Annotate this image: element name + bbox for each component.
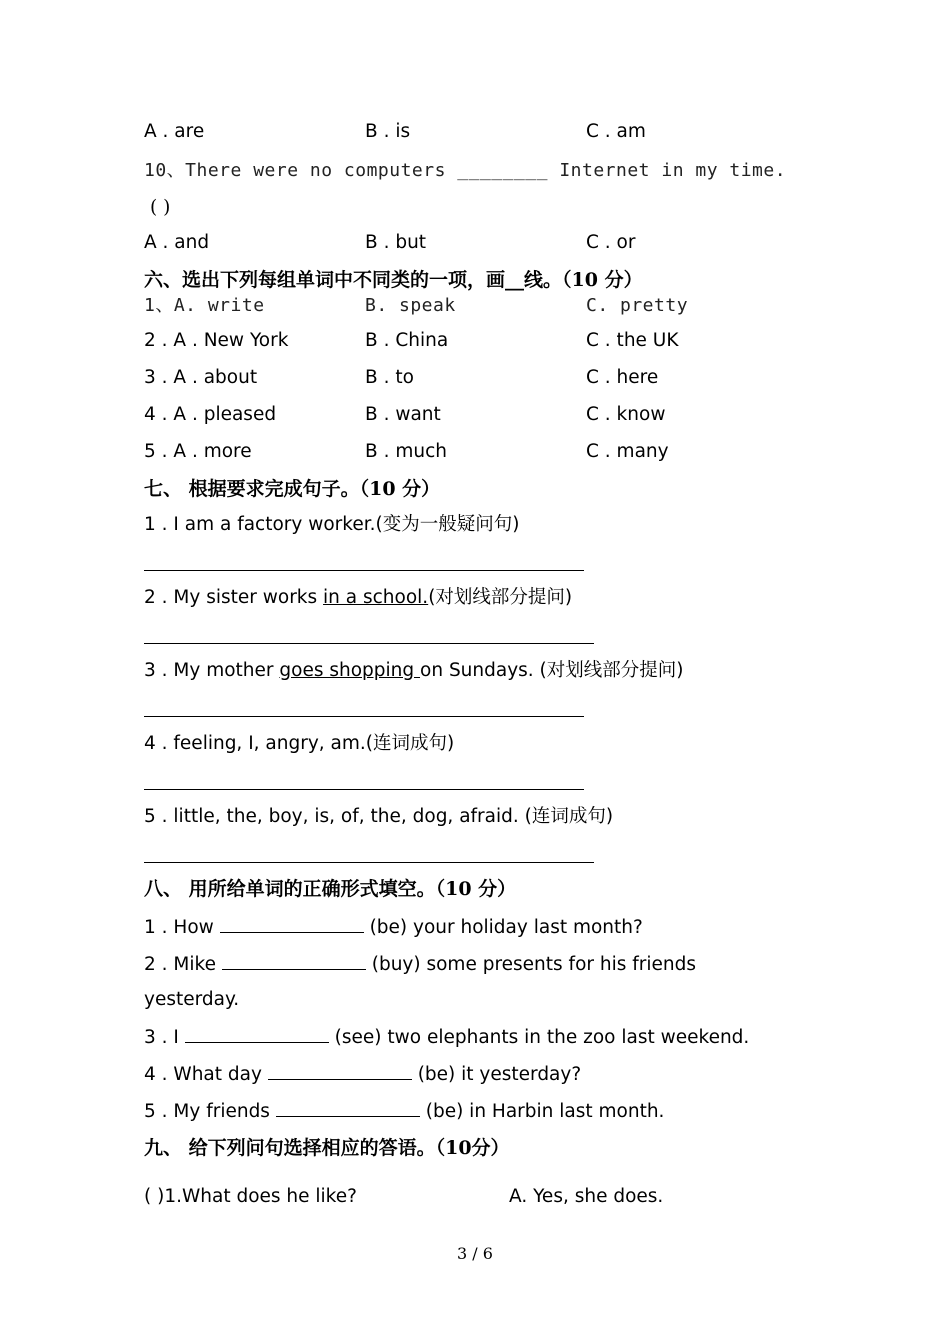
sec8-item-2-post: (buy) some presents for his friends: [371, 954, 696, 975]
sec7-answer-line-4: [144, 789, 584, 790]
sec6-item-3-b: B . to: [365, 367, 414, 388]
q10-option-b: B . but: [365, 232, 427, 253]
sec8-item-5-post: (be) in Harbin last month.: [425, 1101, 665, 1122]
sec8-item-3-post: (see) two elephants in the zoo last weekend.: [334, 1027, 750, 1048]
sec7-s3-pre: 3 . My mother: [144, 660, 280, 681]
q10-stem-prefix: 10、There were no computers: [144, 160, 446, 181]
sec6-item-2-a: 2 . A . New York: [144, 330, 289, 351]
sec8-item-3-pre: 3 . I: [144, 1027, 179, 1048]
section-9-heading: 九、 给下列问句选择相应的答语。（10分）: [144, 1137, 510, 1159]
sec7-sentence-3: [144, 659, 684, 683]
sec8-item-5: [144, 1098, 664, 1124]
q10-answer-paren: ( ): [150, 197, 171, 218]
section-7-heading: 七、 根据要求完成句子。（10 分）: [144, 478, 441, 500]
sec6-item-5-a: 5 . A . more: [144, 441, 252, 462]
sec7-sentence-5: 5 . little, the, boy, is, of, the, dog, afraid. (连词成句): [144, 806, 614, 827]
sec6-item-1-c: C. pretty: [586, 295, 689, 316]
q9-option-a: A . are: [144, 121, 205, 142]
section-6-heading-mid: __: [505, 269, 525, 291]
section-8-heading: 八、 用所给单词的正确形式填空。（10 分）: [144, 878, 517, 900]
sec6-item-4-b: B . want: [365, 404, 441, 425]
sec6-item-4-c: C . know: [586, 404, 666, 425]
sec8-item-2: [144, 951, 696, 977]
section-6-heading: [144, 268, 643, 292]
sec8-item-5-pre: 5 . My friends: [144, 1101, 270, 1122]
sec6-item-2-c: C . the UK: [586, 330, 679, 351]
sec6-item-4-a: 4 . A . pleased: [144, 404, 277, 425]
sec8-item-2-blank[interactable]: [222, 951, 366, 970]
sec6-item-2-b: B . China: [365, 330, 449, 351]
sec8-item-4-post: (be) it yesterday?: [417, 1064, 582, 1085]
sec6-item-3-c: C . here: [586, 367, 659, 388]
sec8-item-1: [144, 914, 643, 940]
sec7-s2-pre: 2 . My sister works: [144, 587, 324, 608]
sec7-sentence-2: [144, 586, 572, 610]
sec9-answer-a: A. Yes, she does.: [509, 1186, 664, 1207]
sec8-item-4-pre: 4 . What day: [144, 1064, 262, 1085]
sec7-s2-underlined: in a school.: [323, 587, 429, 608]
sec6-item-5-b: B . much: [365, 441, 447, 462]
sec7-s2-post: (对划线部分提问): [428, 587, 573, 608]
sec8-item-4-blank[interactable]: [268, 1061, 412, 1080]
sec7-answer-line-2: [144, 643, 594, 644]
sec7-s3-underlined: goes shopping: [279, 660, 421, 681]
q10-option-c: C . or: [586, 232, 636, 253]
sec8-item-3-blank[interactable]: [185, 1024, 329, 1043]
sec7-s3-post: on Sundays. (对划线部分提问): [420, 660, 684, 681]
sec8-item-1-post: (be) your holiday last month?: [369, 917, 643, 938]
sec9-question-1: ( )1.What does he like?: [144, 1186, 357, 1207]
sec8-item-2-pre: 2 . Mike: [144, 954, 216, 975]
sec8-item-1-pre: 1 . How: [144, 917, 214, 938]
sec8-item-5-blank[interactable]: [276, 1098, 420, 1117]
sec7-answer-line-5: [144, 862, 594, 863]
section-6-heading-post: 线。（10 分）: [524, 269, 643, 291]
sec8-item-4: [144, 1061, 581, 1087]
q9-option-c: C . am: [586, 121, 646, 142]
sec7-sentence-1: 1 . I am a factory worker.(变为一般疑问句): [144, 514, 520, 535]
sec7-answer-line-1: [144, 570, 584, 571]
sec6-item-5-c: C . many: [586, 441, 669, 462]
sec6-item-3-a: 3 . A . about: [144, 367, 258, 388]
sec8-item-1-blank[interactable]: [220, 914, 364, 933]
page-number: 3 / 6: [457, 1244, 493, 1263]
q9-option-b: B . is: [365, 121, 411, 142]
sec8-item-2-continued: yesterday.: [144, 989, 240, 1010]
q10-blank: ________: [457, 160, 548, 181]
sec6-item-1-b: B. speak: [365, 295, 456, 316]
sec7-answer-line-3: [144, 716, 584, 717]
sec7-sentence-4: 4 . feeling, I, angry, am.(连词成句): [144, 733, 455, 754]
q10-stem: [144, 159, 786, 183]
section-6-heading-pre: 六、选出下列每组单词中不同类的一项，画: [144, 269, 506, 291]
sec6-item-1-a: 1、A. write: [144, 295, 265, 316]
q10-option-a: A . and: [144, 232, 210, 253]
sec8-item-3: [144, 1024, 749, 1050]
q10-stem-suffix: Internet in my time.: [559, 160, 787, 181]
